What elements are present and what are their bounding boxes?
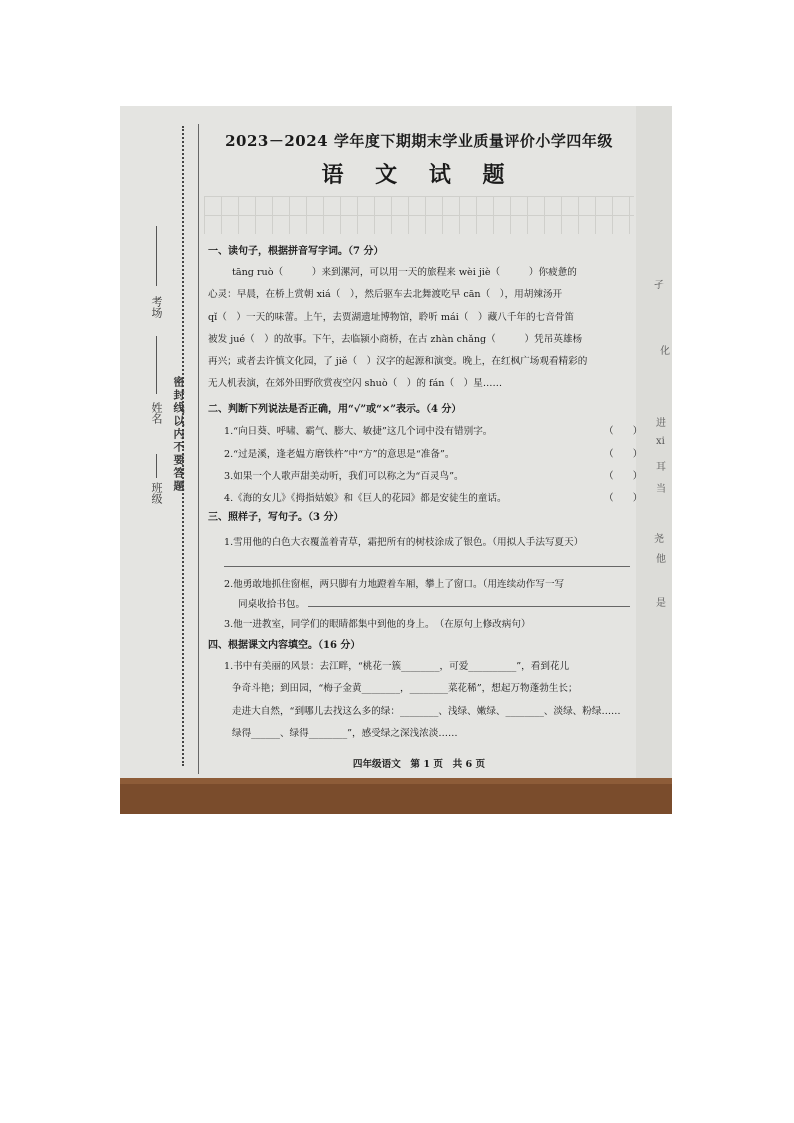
judge-item-3: 3.如果一个人歌声甜美动听，我们可以称之为“百灵鸟”。 <box>224 471 464 482</box>
rewrite-answer-line-1[interactable] <box>224 566 630 567</box>
frame-left-line <box>198 124 199 774</box>
judge-answer-2[interactable]: （ ） <box>604 449 643 460</box>
edge-char: 是 <box>656 598 666 609</box>
rewrite-item-3: 3.他一进教室，同学们的眼睛都集中到他的身上。 （在原句上修改病句） <box>224 619 531 630</box>
score-grid <box>204 196 634 234</box>
exam-paper <box>120 106 672 780</box>
edge-char: 孑 <box>654 280 664 291</box>
wooden-table <box>120 778 672 814</box>
exam-photo <box>120 106 672 814</box>
section3-title: 三、照样子，写句子。（3 分） <box>208 512 344 523</box>
edge-char: 进 <box>656 418 666 429</box>
label-exam-room: 考场 <box>150 296 163 318</box>
section1-line: 被发 jué（ ）的故事。下午，去临颍小商桥，在古 zhàn chǎng（ ）凭吊英雄杨 <box>208 333 583 345</box>
section1-line: qǐ（ ）一天的味蕾。上午，去贾湖遗址博物馆，聆听 mái（ ）藏八千年的七音骨笛 <box>208 311 574 323</box>
judge-item-4: 4.《海的女儿》《拇指姑娘》和《巨人的花园》都是安徒生的童话。 <box>224 493 507 504</box>
section4-line: 1.书中有美丽的风景：去江畔，“桃花一簇________，可爱__________”，看到花儿 <box>224 661 570 672</box>
judge-item-2: 2.“过是溪，逢老媪方磨铁杵”中“方”的意思是“准备”。 <box>224 449 455 460</box>
section1-title: 一、读句子，根据拼音写字词。（7 分） <box>208 246 384 257</box>
exam-title: 2023－2024 学年度下期期末学业质量评价小学四年级 <box>225 132 613 150</box>
label-name: 姓名 <box>150 402 163 424</box>
page-footer: 四年级语文 第 1 页 共 6 页 <box>352 759 486 770</box>
section4-text <box>224 656 634 745</box>
section1-line: tāng ruò（ ）来到漯河，可以用一天的旅程来 wèi jiè（ ）你疲惫的 <box>232 267 577 278</box>
judge-item-1: 1.“向日葵、呼啸、霸气、膨大、敏捷”这几个词中没有错别字。 <box>224 426 493 437</box>
section2-title: 二、判断下列说法是否正确，用“√”或“×”表示。（4 分） <box>208 404 462 415</box>
section4-title: 四、根据课文内容填空。（16 分） <box>208 640 361 651</box>
section4-line: 绿得______、绿得________”，感受绿之深浅浓淡…… <box>232 727 458 739</box>
edge-char: 当 <box>656 484 666 495</box>
seal-notice: 密封线以内不要答题 <box>172 376 185 493</box>
exam-room-blank <box>156 226 157 286</box>
edge-char: 尧 <box>654 534 664 545</box>
section4-line: 争奇斗艳；到田园，“梅子金黄________，________菜花稀”，想起万物蓬勃生长； <box>232 683 578 695</box>
rewrite-item-2: 2.他勇敢地抓住窗框，两只脚有力地蹬着车厢，攀上了窗口。（用连续动作写一写 <box>224 579 565 590</box>
judge-answer-1[interactable]: （ ） <box>604 426 643 437</box>
judge-answer-4[interactable]: （ ） <box>604 493 643 504</box>
section1-text <box>208 262 632 396</box>
section1-line: 无人机表演，在郊外田野欣赏夜空闪 shuò（ ）的 fán（ ）星…… <box>208 378 503 390</box>
judge-answer-3[interactable]: （ ） <box>604 471 643 482</box>
edge-char: xi <box>656 436 665 447</box>
class-blank <box>156 454 157 478</box>
section1-line: 心灵：早晨，在桥上赏朝 xiá（ ），然后驱车去北舞渡吃早 cān（ ），用胡辣汤开 <box>208 289 563 301</box>
edge-char: 他 <box>656 554 666 565</box>
rewrite-answer-line-2[interactable] <box>308 606 630 607</box>
name-blank <box>156 336 157 394</box>
rewrite-item-2-example: 同桌收拾书包。 <box>238 599 306 610</box>
exam-subject: 语 文 试 题 <box>321 162 517 188</box>
binding-strip <box>120 106 198 780</box>
section4-line: 走进大自然，“到哪儿去找这么多的绿：________、浅绿、嫩绿、________、淡绿、粉绿…… <box>232 705 621 717</box>
section1-line: 再兴；或者去许慎文化园，了 jiě（ ）汉字的起源和演变。晚上，在红枫广场观看精彩的 <box>208 356 588 368</box>
edge-char: 耳 <box>656 462 666 473</box>
label-class: 班级 <box>150 482 163 504</box>
edge-char: 化 <box>660 346 670 357</box>
next-page-edge <box>636 106 672 780</box>
rewrite-item-1: 1.雪用他的白色大衣覆盖着青草，霜把所有的树枝涂成了银色。（用拟人手法写夏天） <box>224 537 584 548</box>
